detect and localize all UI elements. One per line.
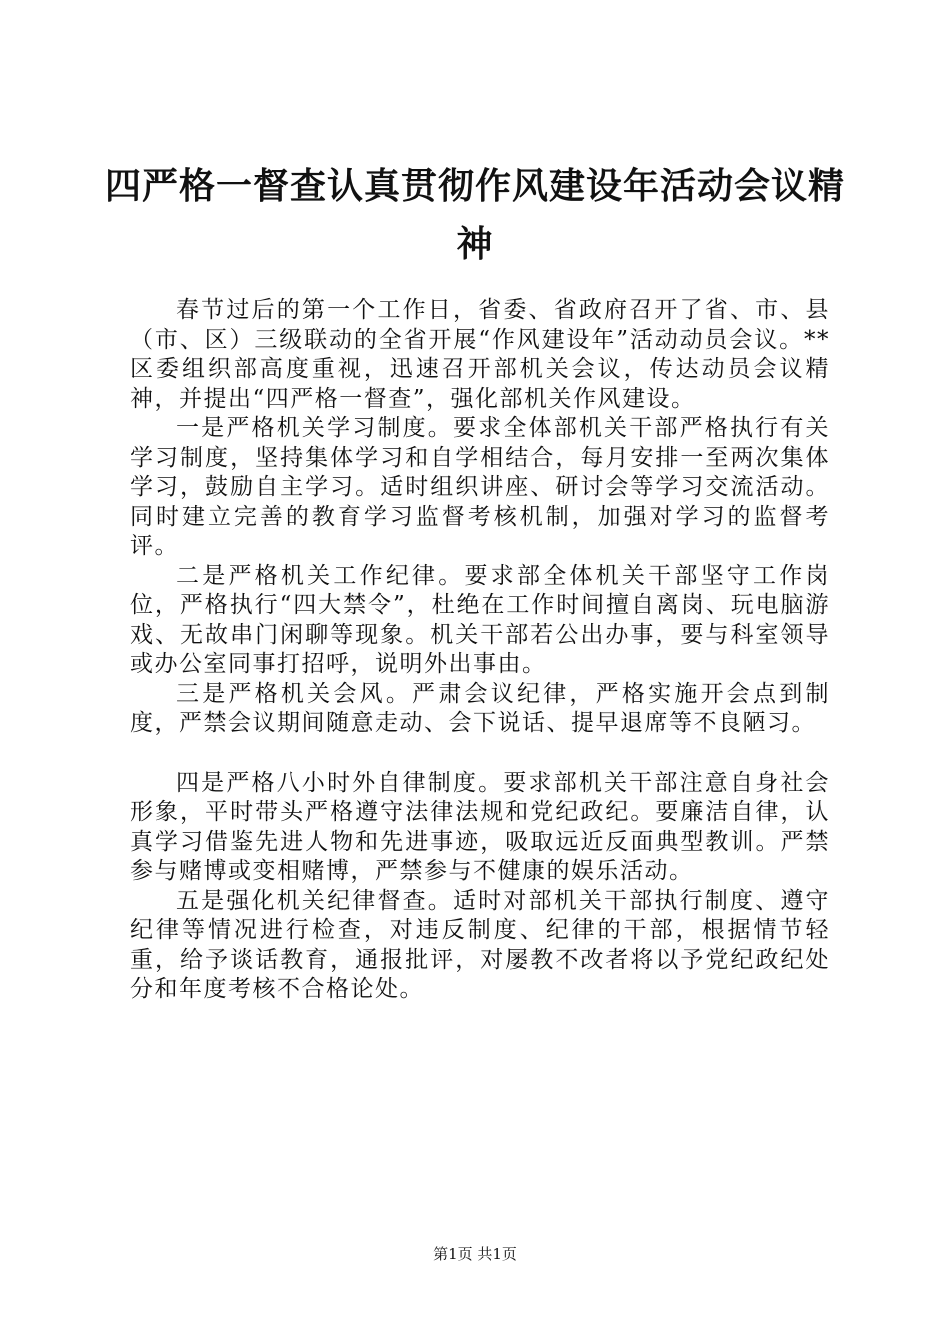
- paragraph-work-discipline: 二是严格机关工作纪律。要求部全体机关干部坚守工作岗位，严格执行“四大禁令”，杜绝在工作时间擅自离岗、玩电脑游戏、无故串门闲聊等现象。机关干部若公出办事，要与科室领导或办公室同事打招呼，说明外出事由。: [130, 562, 830, 677]
- document-title: 四严格一督查认真贯彻作风建设年活动会议精神: [104, 166, 845, 265]
- document-body: [130, 296, 830, 1005]
- page-number-footer: 第1页 共1页: [433, 1245, 517, 1263]
- paragraph-intro: 春节过后的第一个工作日，省委、省政府召开了省、市、县（市、区）三级联动的全省开展“作风建设年”活动动员会议。**区委组织部高度重视，迅速召开部机关会议，传达动员会议精神，并提出“四严格一督查”，强化部机关作风建设。: [130, 297, 830, 412]
- paragraph-self-discipline: 四是严格八小时外自律制度。要求部机关干部注意自身社会形象，平时带头严格遵守法律法规和党纪政纪。要廉洁自律，认真学习借鉴先进人物和先进事迹，吸取远近反面典型教训。严禁参与赌博或变相赌博，严禁参与不健康的娱乐活动。: [130, 769, 830, 884]
- paragraph-meeting-style: 三是严格机关会风。严肃会议纪律，严格实施开会点到制度，严禁会议期间随意走动、会下说话、提早退席等不良陋习。: [130, 680, 830, 736]
- paragraph-study-system: 一是严格机关学习制度。要求全体部机关干部严格执行有关学习制度，坚持集体学习和自学相结合，每月安排一至两次集体学习，鼓励自主学习。适时组织讲座、研讨会等学习交流活动。同时建立完善的教育学习监督考核机制，加强对学习的监督考评。: [130, 415, 830, 559]
- paragraph-inspection: 五是强化机关纪律督查。适时对部机关干部执行制度、遵守纪律等情况进行检查，对违反制度、纪律的干部，根据情节轻重，给予谈话教育，通报批评，对屡教不改者将以予党纪政纪处分和年度考核不合格论处。: [130, 887, 830, 1002]
